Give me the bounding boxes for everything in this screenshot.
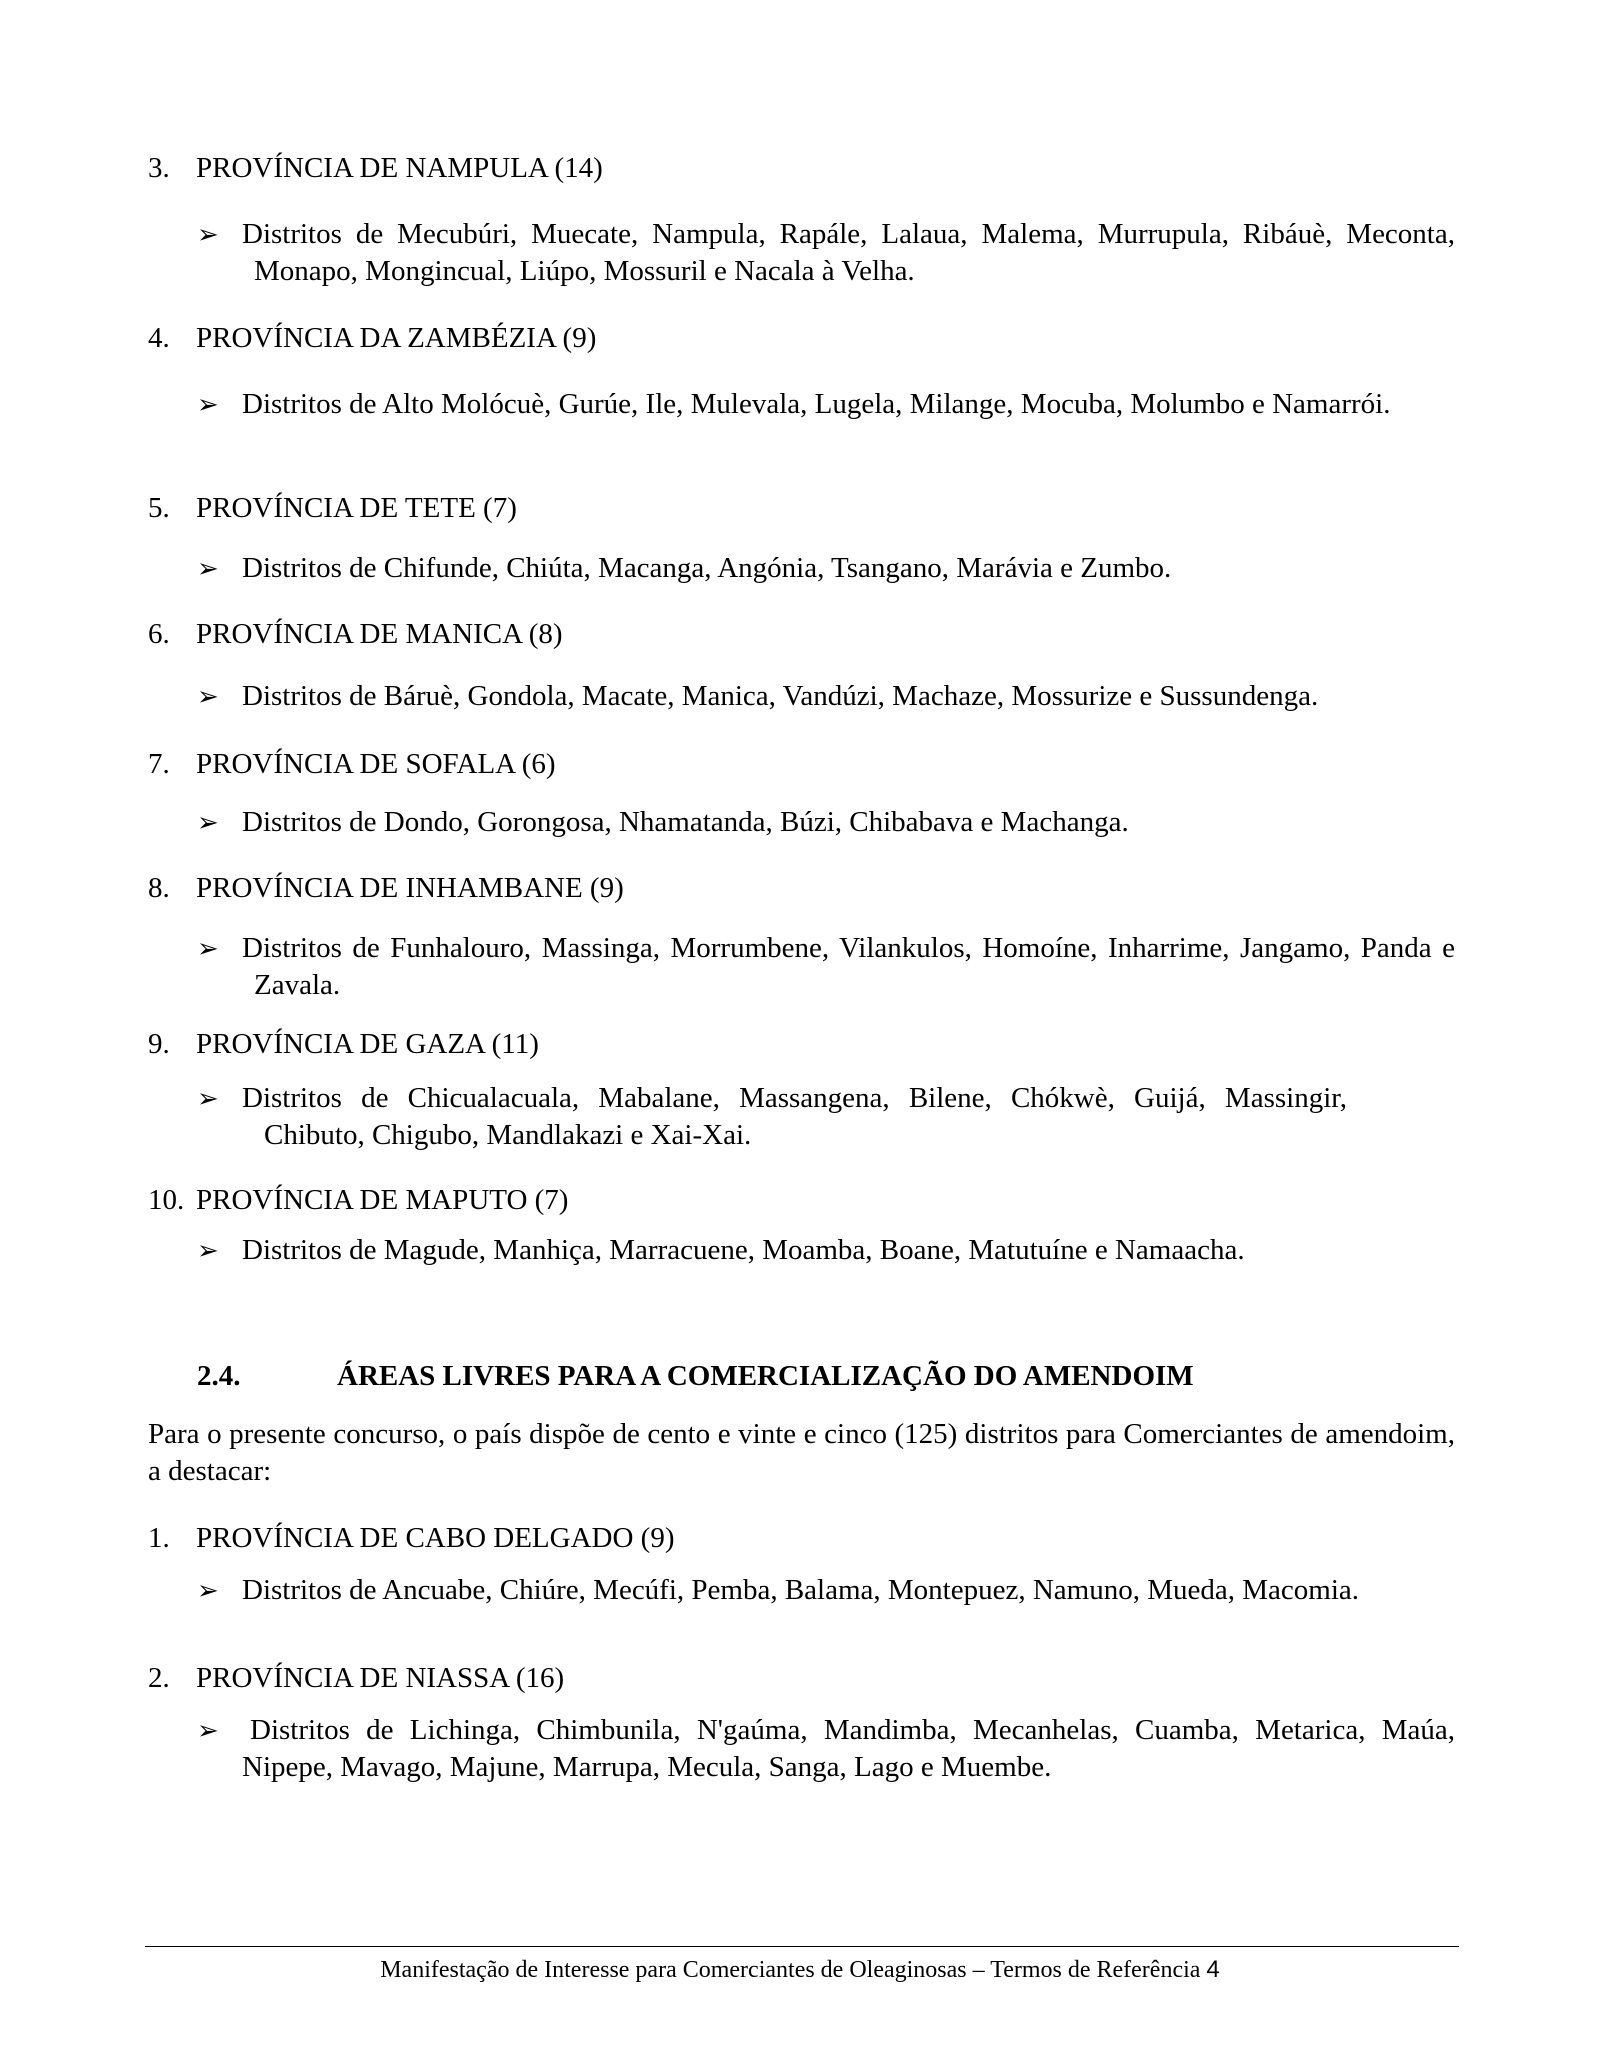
province-heading-maputo bbox=[148, 1182, 568, 1218]
arrow-bullet-icon: ➢ bbox=[197, 1084, 219, 1113]
province-heading-gaza bbox=[148, 1026, 539, 1062]
arrow-bullet-icon: ➢ bbox=[197, 390, 219, 419]
arrow-bullet-icon: ➢ bbox=[197, 554, 219, 583]
section-paragraph: Para o presente concurso, o país dispõe de cento e vinte e cinco (125) distritos para Comerciantes de amendoim, a destacar: bbox=[148, 1418, 1455, 1487]
footer-divider bbox=[145, 1946, 1459, 1947]
arrow-bullet-icon: ➢ bbox=[197, 220, 219, 249]
arrow-bullet-icon: ➢ bbox=[197, 1716, 219, 1745]
province-title: PROVÍNCIA DE NIASSA (16) bbox=[196, 1662, 565, 1694]
footer-title: Manifestação de Interesse para Comerciantes de Oleaginosas – Termos de Referência bbox=[380, 1957, 1201, 1983]
province-number: 10. bbox=[148, 1184, 185, 1216]
district-list-manica bbox=[197, 678, 1455, 715]
province-number: 1. bbox=[148, 1522, 170, 1554]
page-number: 4 bbox=[1206, 1956, 1220, 1983]
district-text: Distritos de Mecubúri, Muecate, Nampula, Rapále, Lalaua, Malema, Murrupula, Ribáuè, Meconta, Monapo, Mongincual, Liúpo, Mossuril e Nacala à Velha. bbox=[242, 218, 1455, 287]
province-title: PROVÍNCIA DE MAPUTO (7) bbox=[196, 1184, 569, 1216]
province-title: PROVÍNCIA DE TETE (7) bbox=[196, 492, 517, 524]
province-title: PROVÍNCIA DE NAMPULA (14) bbox=[196, 152, 603, 184]
section-title: ÁREAS LIVRES PARA A COMERCIALIZAÇÃO DO AMENDOIM bbox=[337, 1360, 1194, 1392]
district-text: Distritos de Báruè, Gondola, Macate, Manica, Vandúzi, Machaze, Mossurize e Sussundenga. bbox=[242, 680, 1319, 712]
province-number: 4. bbox=[148, 322, 170, 354]
district-text: Distritos de Funhalouro, Massinga, Morrumbene, Vilankulos, Homoíne, Inharrime, Jangamo, Panda e Zavala. bbox=[242, 932, 1455, 1001]
province-number: 5. bbox=[148, 492, 170, 524]
district-list-gaza bbox=[197, 1080, 1347, 1154]
page-footer bbox=[0, 1954, 1600, 1986]
arrow-bullet-icon: ➢ bbox=[197, 682, 219, 711]
section-heading bbox=[197, 1358, 1194, 1394]
arrow-bullet-icon: ➢ bbox=[197, 1236, 219, 1265]
province-title: PROVÍNCIA DE SOFALA (6) bbox=[196, 748, 556, 780]
province-number: 7. bbox=[148, 748, 170, 780]
province-number: 2. bbox=[148, 1662, 170, 1694]
district-text: Distritos de Chifunde, Chiúta, Macanga, Angónia, Tsangano, Marávia e Zumbo. bbox=[242, 552, 1172, 584]
district-list-maputo bbox=[197, 1232, 1455, 1269]
arrow-bullet-icon: ➢ bbox=[197, 934, 219, 963]
province-heading-niassa bbox=[148, 1660, 564, 1696]
province-title: PROVÍNCIA DE MANICA (8) bbox=[196, 618, 563, 650]
province-title: PROVÍNCIA DE CABO DELGADO (9) bbox=[196, 1522, 675, 1554]
arrow-bullet-icon: ➢ bbox=[197, 1576, 219, 1605]
province-heading-inhambane bbox=[148, 870, 624, 906]
arrow-bullet-icon: ➢ bbox=[197, 808, 219, 837]
district-list-sofala bbox=[197, 804, 1455, 841]
province-heading-sofala bbox=[148, 746, 556, 782]
district-list-zambezia bbox=[197, 386, 1455, 423]
district-list-nampula bbox=[197, 216, 1455, 290]
section-number: 2.4. bbox=[197, 1360, 241, 1392]
district-list-cabo-delgado bbox=[197, 1572, 1455, 1609]
province-number: 9. bbox=[148, 1028, 170, 1060]
province-number: 3. bbox=[148, 152, 170, 184]
district-text: Distritos de Chicualacuala, Mabalane, Massangena, Bilene, Chókwè, Guijá, Massingir, Chibuto, Chigubo, Mandlakazi e Xai-Xai. bbox=[242, 1082, 1347, 1151]
district-list-niassa bbox=[197, 1712, 1455, 1786]
province-heading-manica bbox=[148, 616, 563, 652]
district-text: Distritos de Alto Molócuè, Gurúe, Ile, Mulevala, Lugela, Milange, Mocuba, Molumbo e Namarrói. bbox=[242, 388, 1391, 420]
district-text: Distritos de Magude, Manhiça, Marracuene, Moamba, Boane, Matutuíne e Namaacha. bbox=[242, 1234, 1245, 1266]
district-text: Distritos de Ancuabe, Chiúre, Mecúfi, Pemba, Balama, Montepuez, Namuno, Mueda, Macomia. bbox=[242, 1574, 1360, 1606]
district-text: Distritos de Lichinga, Chimbunila, N'gaúma, Mandimba, Mecanhelas, Cuamba, Metarica, Maúa, Nipepe, Mavago, Majune, Marrupa, Mecula, Sanga, Lago e Muembe. bbox=[242, 1714, 1455, 1783]
province-number: 8. bbox=[148, 872, 170, 904]
province-title: PROVÍNCIA DE GAZA (11) bbox=[196, 1028, 539, 1060]
district-text: Distritos de Dondo, Gorongosa, Nhamatanda, Búzi, Chibabava e Machanga. bbox=[242, 806, 1129, 838]
province-heading-zambezia bbox=[148, 320, 596, 356]
province-title: PROVÍNCIA DE INHAMBANE (9) bbox=[196, 872, 624, 904]
district-list-tete bbox=[197, 550, 1455, 587]
province-heading-nampula bbox=[148, 150, 603, 186]
province-title: PROVÍNCIA DA ZAMBÉZIA (9) bbox=[196, 322, 597, 354]
province-heading-cabo-delgado bbox=[148, 1520, 675, 1556]
province-number: 6. bbox=[148, 618, 170, 650]
province-heading-tete bbox=[148, 490, 517, 526]
district-list-inhambane bbox=[197, 930, 1455, 1004]
